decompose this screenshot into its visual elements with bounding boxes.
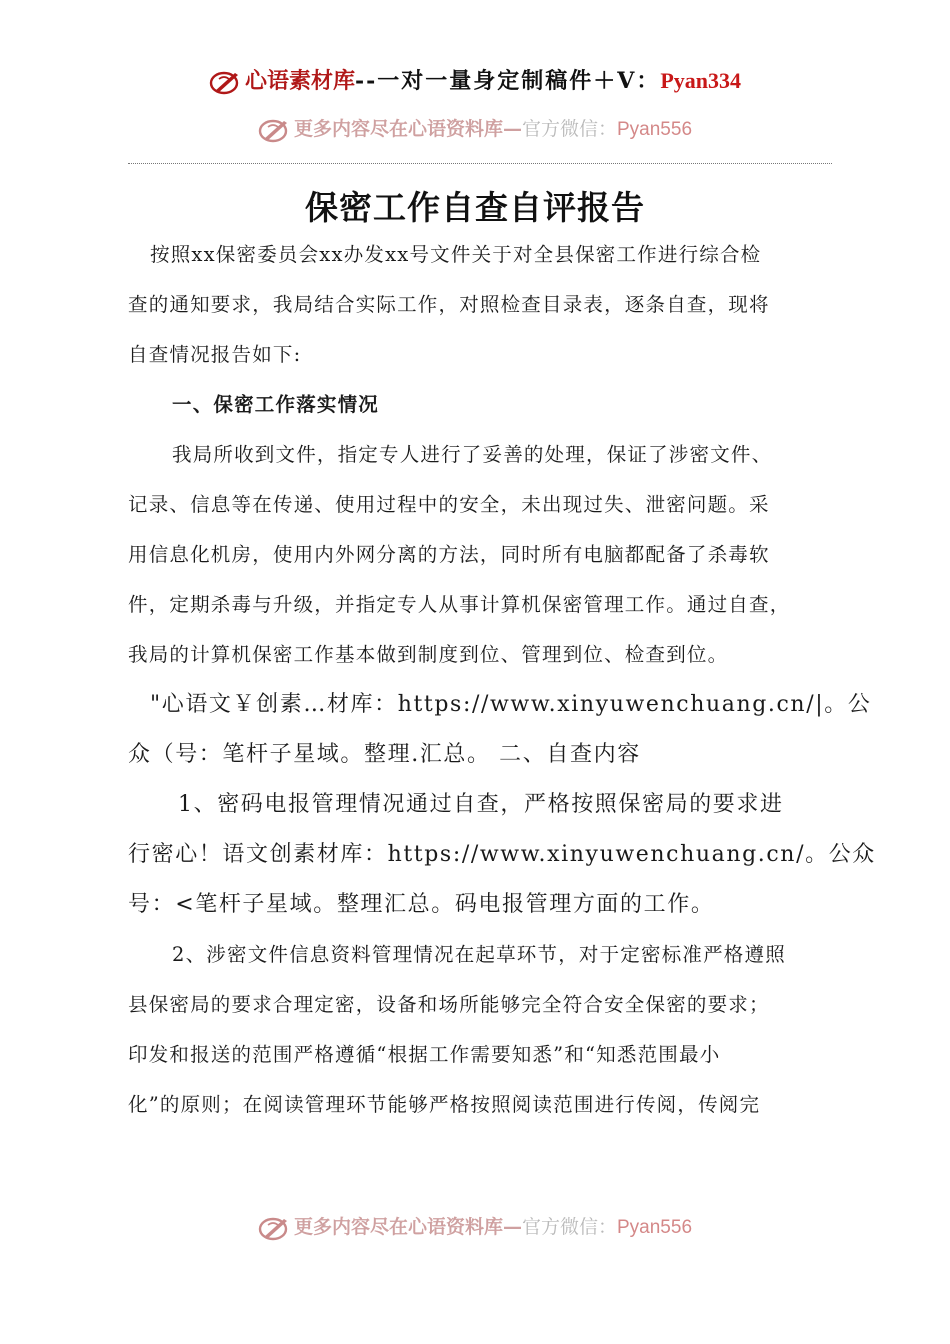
header-slogan: --一对一量身定制稿件＋V： (354, 68, 661, 94)
header-contact: Pyan334 (660, 68, 742, 93)
body-line: 行密心！语文创素材库：https://www.xinyuwenchuang.cn/。公众 (128, 842, 876, 867)
brand-name: 心语素材库 (244, 68, 355, 94)
body-line: 记录、信息等在传递、使用过程中的安全，未出现过失、泄密问题。采 (128, 493, 770, 516)
body-line: 号：<笔杆子星域。整理汇总。码电报管理方面的工作。 (128, 892, 715, 917)
watermark-wechat-id: Pyan556 (617, 119, 693, 140)
body-line: 我局所收到文件，指定专人进行了妥善的处理，保证了涉密文件、 (172, 443, 773, 466)
watermark-bottom (0, 1212, 950, 1243)
watermark-text: 更多内容尽在心语资料库— (293, 1216, 522, 1238)
watermark-wechat-id: Pyan556 (617, 1217, 693, 1238)
document-title: 保密工作自查自评报告 (305, 188, 645, 227)
header-banner (0, 64, 950, 97)
pen-logo-icon (258, 1213, 292, 1243)
body-line: 印发和报送的范围严格遵循“根据工作需要知悉”和“知悉范围最小 (128, 1043, 721, 1066)
body-line: 自查情况报告如下: (128, 343, 302, 366)
body-line: 查的通知要求，我局结合实际工作，对照检查目录表，逐条自查，现将 (128, 293, 770, 316)
header-divider (128, 163, 832, 164)
body-line: 按照xx保密委员会xx办发xx号文件关于对全县保密工作进行综合检 (150, 243, 762, 266)
body-line: 我局的计算机保密工作基本做到制度到位、管理到位、检查到位。 (128, 643, 729, 666)
pen-logo-icon (258, 115, 292, 145)
body-line: 用信息化机房，使用内外网分离的方法，同时所有电脑都配备了杀毒软 (128, 543, 770, 566)
body-line: 件，定期杀毒与升级，并指定专人从事计算机保密管理工作。通过自查， (128, 593, 791, 616)
body-line: 众（号：笔杆子星域。整理.汇总。 二、自查内容 (128, 742, 641, 767)
watermark-wechat-label: 官方微信： (521, 1216, 617, 1238)
section-heading: 一、保密工作落实情况 (172, 393, 380, 416)
body-line: 县保密局的要求合理定密，设备和场所能够完全符合安全保密的要求； (128, 993, 770, 1016)
watermark-wechat-label: 官方微信： (521, 118, 617, 140)
body-line: "心语文￥创素…材库：https://www.xinyuwenchuang.cn/|。公 (150, 692, 872, 717)
body-line: 化”的原则；在阅读管理环节能够严格按照阅读范围进行传阅，传阅完 (128, 1093, 761, 1116)
body-line: 1、密码电报管理情况通过自查，严格按照保密局的要求进 (178, 792, 784, 817)
pen-logo-icon (209, 67, 243, 97)
watermark-text: 更多内容尽在心语资料库— (293, 118, 522, 140)
body-line: 2、涉密文件信息资料管理情况在起草环节，对于定密标准严格遵照 (172, 943, 786, 966)
watermark-top (0, 114, 950, 145)
